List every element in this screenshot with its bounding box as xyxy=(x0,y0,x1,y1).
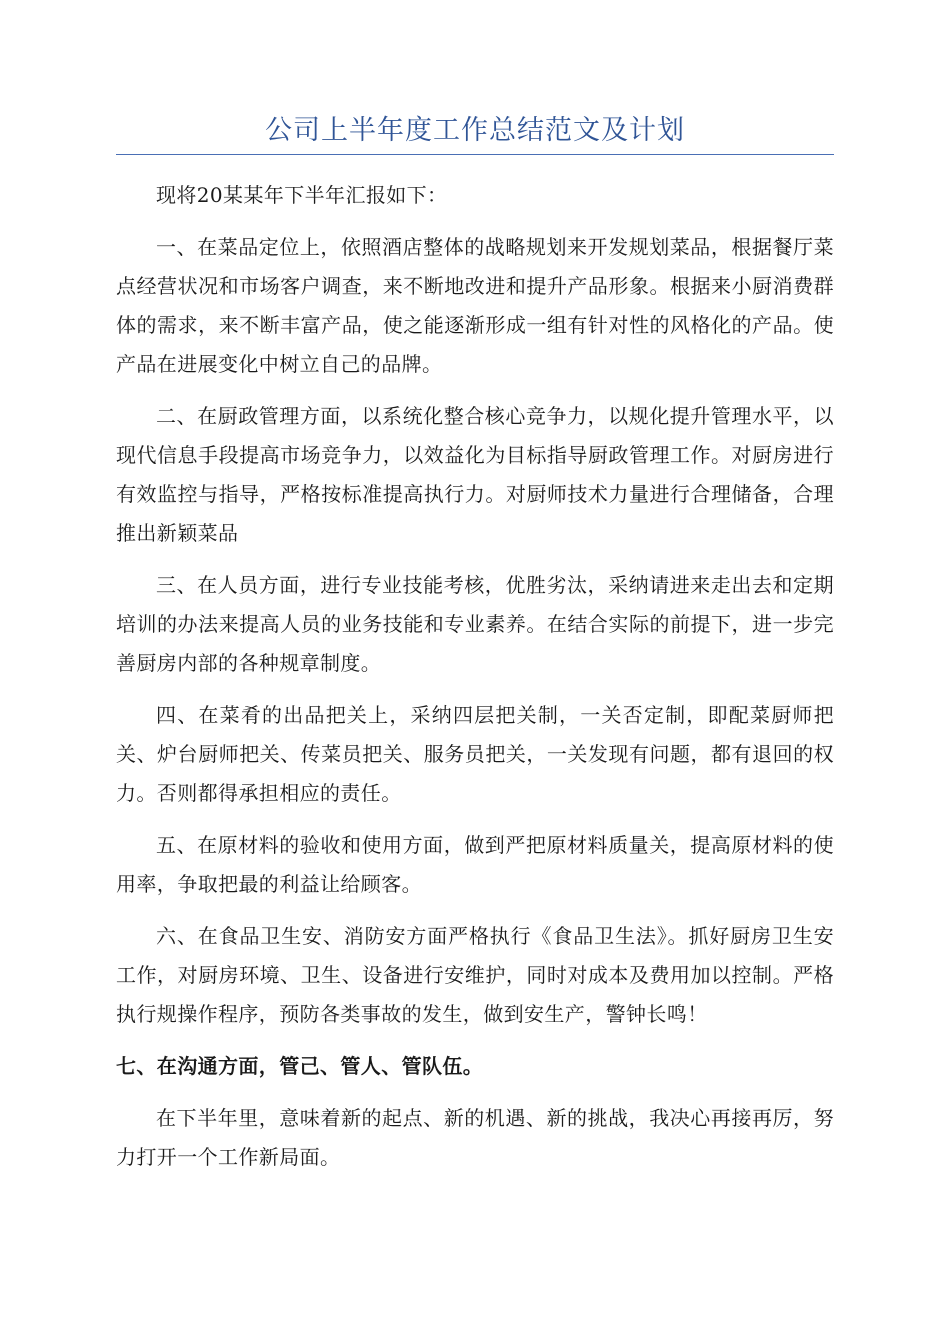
paragraph-6: 六、在食品卫生安、消防安方面严格执行《食品卫生法》。抓好厨房卫生安工作，对厨房环境、卫生、设备进行安维护，同时对成本及费用加以控制。严格执行规操作程序，预防各类事故的发生，做到安生产，警钟长鸣！ xyxy=(116,924,834,1026)
document-title: 公司上半年度工作总结范文及计划 xyxy=(265,115,685,146)
paragraph-intro: 现将20某某年下半年汇报如下： xyxy=(156,183,448,207)
paragraph-4: 四、在菜肴的出品把关上，采纳四层把关制，一关否定制，即配菜厨师把关、炉台厨师把关、传菜员把关、服务员把关，一关发现有问题，都有退回的权力。否则都得承担相应的责任。 xyxy=(116,703,834,805)
paragraph-1: 一、在菜品定位上，依照酒店整体的战略规划来开发规划菜品，根据餐厅菜点经营状况和市场客户调查，来不断地改进和提升产品形象。根据来小厨消费群体的需求，来不断丰富产品，使之能逐渐形成一组有针对性的风格化的产品。使产品在进展变化中树立自己的品牌。 xyxy=(116,235,834,376)
paragraph-closing: 在下半年里，意味着新的起点、新的机遇、新的挑战，我决心再接再厉，努力打开一个工作新局面。 xyxy=(116,1106,834,1169)
title-block xyxy=(116,112,834,155)
paragraph-5: 五、在原材料的验收和使用方面，做到严把原材料质量关，提高原材料的使用率，争取把最的利益让给顾客。 xyxy=(116,833,834,896)
paragraph-3: 三、在人员方面，进行专业技能考核，优胜劣汰，采纳请进来走出去和定期培训的办法来提高人员的业务技能和专业素养。在结合实际的前提下，进一步完善厨房内部的各种规章制度。 xyxy=(116,573,834,675)
document-body xyxy=(116,176,834,1190)
paragraph-2: 二、在厨政管理方面，以系统化整合核心竞争力，以规化提升管理水平，以现代信息手段提高市场竞争力，以效益化为目标指导厨政管理工作。对厨房进行有效监控与指导，严格按标准提高执行力。对厨师技术力量进行合理储备，合理推出新颖菜品 xyxy=(116,404,834,545)
section-heading-7: 七、在沟通方面，管己、管人、管队伍。 xyxy=(116,1054,484,1078)
